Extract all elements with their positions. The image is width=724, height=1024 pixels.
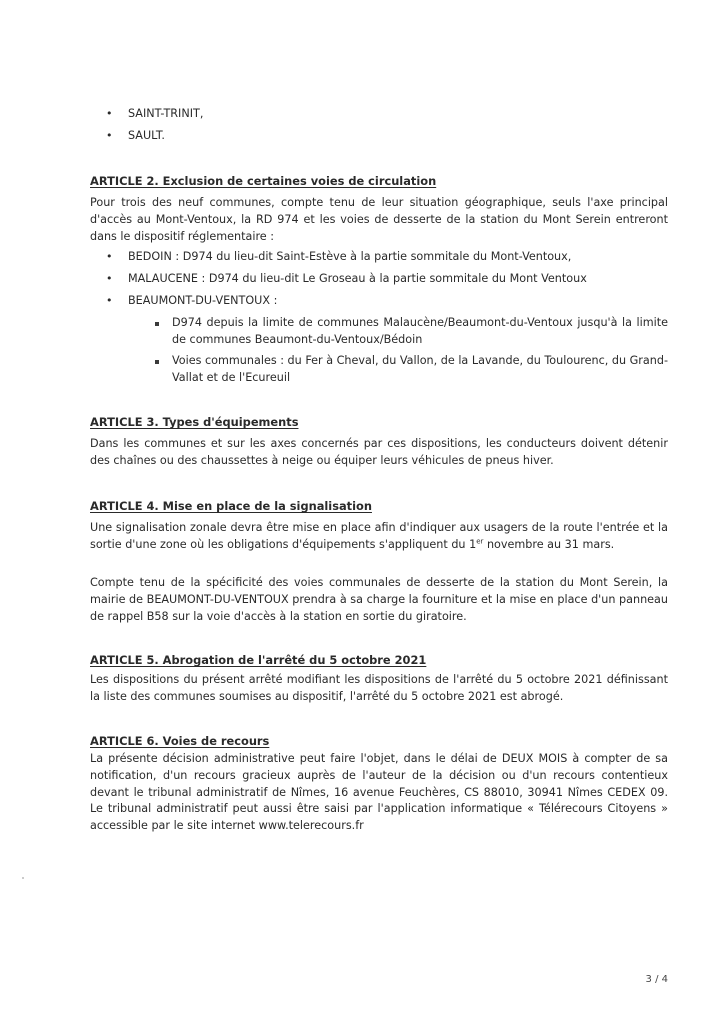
bullet-dot: • <box>106 294 113 307</box>
bullet-dot: • <box>106 107 113 120</box>
article-4-text-1-before: Une signalisation zonale devra être mise en place afin d'indiquer aux usagers de la route l'entrée et la sortie d'une zone où les obligations d'équipements s'appliquent du 1 <box>90 521 668 551</box>
article-4-text-1-sup: er <box>476 537 484 546</box>
article-2-heading: ARTICLE 2. Exclusion de certaines voies de circulation <box>90 174 437 188</box>
bullet-dot: • <box>106 272 113 285</box>
article-5-heading: ARTICLE 5. Abrogation de l'arrêté du 5 octobre 2021 <box>90 653 427 667</box>
bullet-dot: • <box>106 250 113 263</box>
bullet-dot: • <box>106 129 113 142</box>
article-4-text-1-after: novembre au 31 mars. <box>483 537 615 551</box>
page-number: 3 / 4 <box>645 974 668 985</box>
article-3-heading: ARTICLE 3. Types d'équipements <box>90 415 299 429</box>
article-3-text: Dans les communes et sur les axes concernés par ces dispositions, les conducteurs doivent détenir des chaînes ou des chaussettes à neige ou équiper leurs véhicules de pneus hiver. <box>90 437 668 467</box>
article-4-text-1 <box>90 520 668 554</box>
article-6-text: La présente décision administrative peut faire l'objet, dans le délai de DEUX MOIS à compter de sa notification, d'un recours gracieux auprès de l'auteur de la décision ou d'un recours contentieux devant le tribunal administratif de Nîmes, 16 avenue Feuchères, CS 88010, 30941 Nîmes CEDEX 09. Le tribunal administratif peut aussi être saisi par l'application informatique « Télérecours Citoyens » accessible par le site internet www.telerecours.fr <box>90 752 668 833</box>
list-item-saint-trinit: SAINT-TRINIT, <box>128 107 204 120</box>
article-4-text-2: Compte tenu de la spécificité des voies communales de desserte de la station du Mont Serein, la mairie de BEAUMONT-DU-VENTOUX prendra à sa charge la fourniture et la mise en place d'un panneau de rappel B58 sur la voie d'accès à la station en sortie du giratoire. <box>90 576 668 623</box>
article-4-heading: ARTICLE 4. Mise en place de la signalisation <box>90 499 372 513</box>
list-item-sault: SAULT. <box>128 129 165 142</box>
article-6-heading: ARTICLE 6. Voies de recours <box>90 734 270 748</box>
article-2-intro: Pour trois des neuf communes, compte tenu de leur situation géographique, seuls l'axe principal d'accès au Mont-Ventoux, la RD 974 et les voies de desserte de la station du Mont Serein entreront dans le dispositif réglementaire : <box>90 196 668 243</box>
article-5-text: Les dispositions du présent arrêté modifiant les dispositions de l'arrêté du 5 octobre 2021 définissant la liste des communes soumises au dispositif, l'arrêté du 5 octobre 2021 est abrogé. <box>90 673 668 703</box>
article-2-subitem-voies-communales: Voies communales : du Fer à Cheval, du Vallon, de la Lavande, du Toulourenc, du Grand-Vallat et de l'Ecureuil <box>172 354 668 384</box>
square-bullet <box>155 360 159 364</box>
article-2-subitem-d974: D974 depuis la limite de communes Malaucène/Beaumont-du-Ventoux jusqu'à la limite de communes Beaumont-du-Ventoux/Bédoin <box>172 316 668 346</box>
article-2-item-beaumont: BEAUMONT-DU-VENTOUX : <box>128 294 278 307</box>
article-2-item-malaucene: MALAUCENE : D974 du lieu-dit Le Groseau à la partie sommitale du Mont Ventoux <box>128 272 587 285</box>
article-2-item-bedoin: BEDOIN : D974 du lieu-dit Saint-Estève à la partie sommitale du Mont-Ventoux, <box>128 250 572 263</box>
square-bullet <box>155 322 159 326</box>
scan-speck <box>22 877 24 879</box>
